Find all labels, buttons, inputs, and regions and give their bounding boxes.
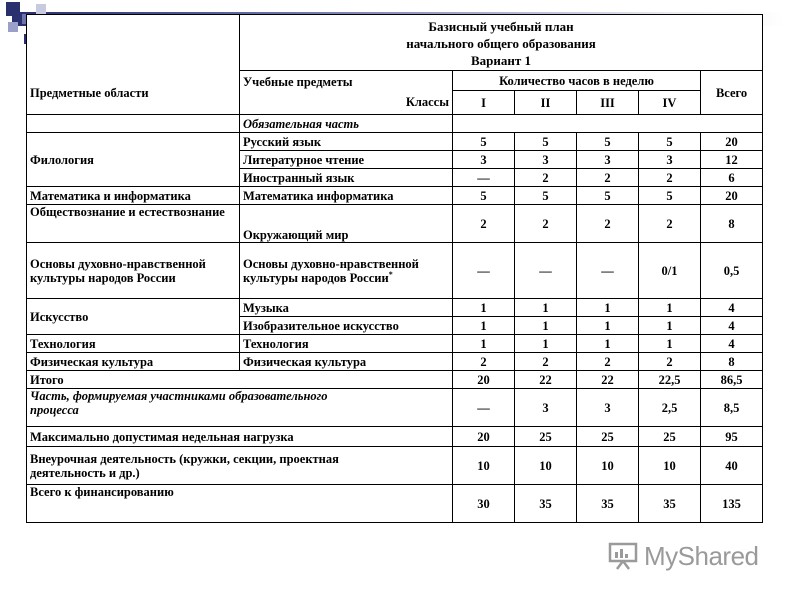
total-cell: 6 xyxy=(701,169,763,187)
hours-cell: — xyxy=(453,389,515,427)
summary-label: Итого xyxy=(27,371,453,389)
hours-cell: 35 xyxy=(515,485,577,523)
mandatory-blank xyxy=(453,115,763,133)
hours-cell: 1 xyxy=(453,317,515,335)
subject-name: Музыка xyxy=(240,299,453,317)
hours-cell: 25 xyxy=(515,427,577,447)
hours-cell: 5 xyxy=(577,133,639,151)
hours-cell: 2 xyxy=(515,205,577,243)
hours-cell: 35 xyxy=(577,485,639,523)
area-math: Математика и информатика xyxy=(27,187,240,205)
classes-label: Классы xyxy=(405,95,449,109)
total-cell: 20 xyxy=(701,187,763,205)
grade-3-header: III xyxy=(577,91,639,115)
hours-cell: 3 xyxy=(515,389,577,427)
mandatory-label: Обязательная часть xyxy=(240,115,453,133)
total-cell: 8,5 xyxy=(701,389,763,427)
hours-cell: 1 xyxy=(639,317,701,335)
hours-cell: 2 xyxy=(577,205,639,243)
hours-cell: 2 xyxy=(453,353,515,371)
hours-cell: 25 xyxy=(639,427,701,447)
hours-cell: 2 xyxy=(577,353,639,371)
hours-cell: 5 xyxy=(639,133,701,151)
table-row xyxy=(27,243,763,299)
hours-cell: 2 xyxy=(639,205,701,243)
area-orkse: Основы духовно-нравственной культуры народов России xyxy=(27,243,240,299)
area-tech: Технология xyxy=(27,335,240,353)
total-cell: 8 xyxy=(701,353,763,371)
curriculum-table xyxy=(26,14,763,523)
table-row xyxy=(27,205,763,243)
hours-cell: 0/1 xyxy=(639,243,701,299)
total-cell: 20 xyxy=(701,133,763,151)
title-line-1: Базисный учебный план xyxy=(428,18,574,34)
hours-cell: 2 xyxy=(515,169,577,187)
summary-row xyxy=(27,485,763,523)
title-line-2: начального общего образования xyxy=(406,35,596,51)
table-row xyxy=(27,299,763,317)
hours-header: Количество часов в неделю xyxy=(453,71,701,91)
hours-cell: 1 xyxy=(577,317,639,335)
summary-label: Всего к финансированию xyxy=(27,485,453,523)
subject-name: Русский язык xyxy=(240,133,453,151)
hours-cell: 1 xyxy=(453,335,515,353)
hours-cell: 22,5 xyxy=(639,371,701,389)
footnote-mark: * xyxy=(388,269,393,279)
hours-cell: 2 xyxy=(639,169,701,187)
hours-cell: 3 xyxy=(577,389,639,427)
table-row xyxy=(27,133,763,151)
subject-name: Иностранный язык xyxy=(240,169,453,187)
total-header: Всего xyxy=(701,71,763,115)
hours-cell: 10 xyxy=(639,447,701,485)
hours-cell: 1 xyxy=(515,335,577,353)
table-row xyxy=(27,335,763,353)
subject-name: Изобразительное искусство xyxy=(240,317,453,335)
subject-name: Физическая культура xyxy=(240,353,453,371)
hours-cell: 10 xyxy=(453,447,515,485)
area-art: Искусство xyxy=(27,299,240,335)
total-cell: 0,5 xyxy=(701,243,763,299)
total-cell: 4 xyxy=(701,317,763,335)
grade-1-header: I xyxy=(453,91,515,115)
subject-name: Окружающий мир xyxy=(240,205,453,243)
subject-name-cell xyxy=(240,243,453,299)
total-cell: 12 xyxy=(701,151,763,169)
summary-row xyxy=(27,427,763,447)
hours-cell: 1 xyxy=(577,335,639,353)
hours-cell: 3 xyxy=(515,151,577,169)
total-cell: 95 xyxy=(701,427,763,447)
hours-cell: 1 xyxy=(639,335,701,353)
total-cell: 4 xyxy=(701,335,763,353)
deco-square-1 xyxy=(6,2,20,16)
subject-name: Литературное чтение xyxy=(240,151,453,169)
hours-cell: 22 xyxy=(515,371,577,389)
hours-cell: 35 xyxy=(639,485,701,523)
deco-square-4 xyxy=(36,4,46,14)
hours-cell: — xyxy=(453,243,515,299)
deco-square-3 xyxy=(8,22,18,32)
hours-cell: 2 xyxy=(577,169,639,187)
hours-cell: 1 xyxy=(639,299,701,317)
hours-cell: 3 xyxy=(577,151,639,169)
hours-cell: 5 xyxy=(639,187,701,205)
total-cell: 8 xyxy=(701,205,763,243)
total-cell: 4 xyxy=(701,299,763,317)
hours-cell: 1 xyxy=(453,299,515,317)
hours-cell: 1 xyxy=(515,317,577,335)
table-row xyxy=(27,187,763,205)
areas-header: Предметные области xyxy=(27,15,240,115)
subjects-header: Учебные предметы Классы xyxy=(240,71,453,115)
hours-cell: 2,5 xyxy=(639,389,701,427)
hours-cell: 10 xyxy=(515,447,577,485)
area-philology: Филология xyxy=(27,133,240,187)
area-social: Обществознание и естествознание xyxy=(27,205,240,243)
area-pe: Физическая культура xyxy=(27,353,240,371)
hours-cell: 20 xyxy=(453,371,515,389)
hours-cell: — xyxy=(577,243,639,299)
hours-cell: 5 xyxy=(515,187,577,205)
summary-row xyxy=(27,447,763,485)
hours-cell: 30 xyxy=(453,485,515,523)
hours-cell: 3 xyxy=(639,151,701,169)
summary-label: Часть, формируемая участниками образовательного процесса xyxy=(27,389,453,427)
summary-label: Максимально допустимая недельная нагрузка xyxy=(27,427,453,447)
hours-cell: 2 xyxy=(453,205,515,243)
grade-2-header: II xyxy=(515,91,577,115)
hours-cell: 20 xyxy=(453,427,515,447)
total-cell: 86,5 xyxy=(701,371,763,389)
hours-cell: 1 xyxy=(577,299,639,317)
subject-name: Основы духовно-нравственной культуры народов России xyxy=(243,256,419,285)
summary-label: Внеурочная деятельность (кружки, секции, проектная деятельность и др.) xyxy=(27,447,453,485)
summary-row xyxy=(27,389,763,427)
hours-cell: 2 xyxy=(639,353,701,371)
watermark-text: MyShared xyxy=(644,540,759,571)
myshared-logo xyxy=(608,538,768,574)
subject-name: Технология xyxy=(240,335,453,353)
summary-row xyxy=(27,371,763,389)
hours-cell: 3 xyxy=(453,151,515,169)
total-cell: 135 xyxy=(701,485,763,523)
hours-cell: — xyxy=(453,169,515,187)
table-title xyxy=(240,15,763,71)
hours-cell: 22 xyxy=(577,371,639,389)
hours-cell: 25 xyxy=(577,427,639,447)
hours-cell: 10 xyxy=(577,447,639,485)
table-row xyxy=(27,353,763,371)
hours-cell: 2 xyxy=(515,353,577,371)
presentation-board-icon xyxy=(608,541,638,571)
hours-cell: 5 xyxy=(577,187,639,205)
mandatory-spacer xyxy=(27,115,240,133)
subject-name: Математика информатика xyxy=(240,187,453,205)
grade-4-header: IV xyxy=(639,91,701,115)
hours-cell: — xyxy=(515,243,577,299)
title-line-3: Вариант 1 xyxy=(471,52,532,68)
hours-cell: 5 xyxy=(453,133,515,151)
hours-cell: 5 xyxy=(453,187,515,205)
hours-cell: 5 xyxy=(515,133,577,151)
hours-cell: 1 xyxy=(515,299,577,317)
total-cell: 40 xyxy=(701,447,763,485)
